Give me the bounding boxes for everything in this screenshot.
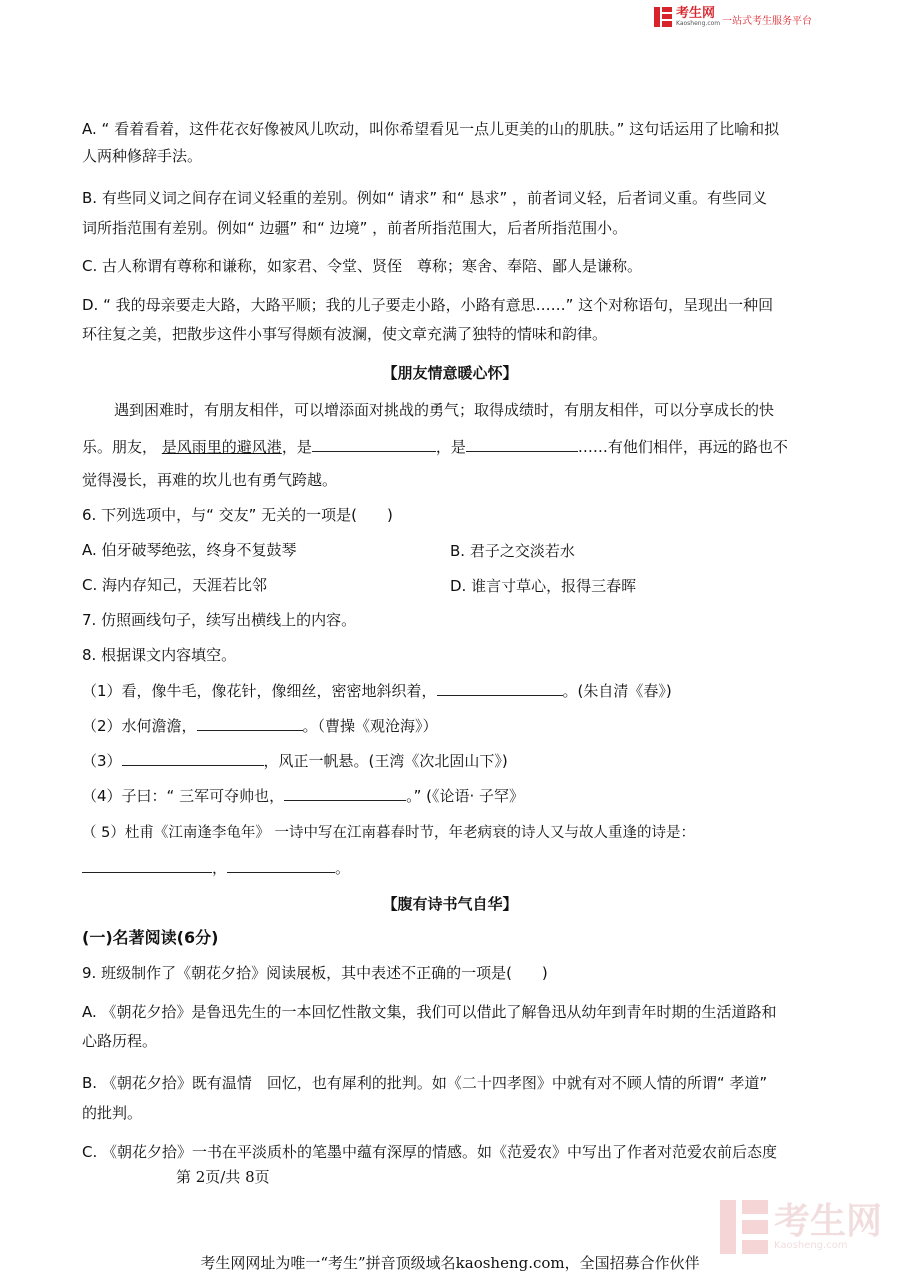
option-c-line1: C. 古人称谓有尊称和谦称，如家君、令堂、贤侄 尊称；寒舍、奉陪、鄙人是谦称。: [82, 257, 643, 275]
item-source: 。（曹操《观沧海》）: [302, 717, 438, 735]
item-source: ，风正一帆悬。(王湾《次北固山下》): [263, 752, 508, 770]
fill-blank[interactable]: [197, 716, 303, 731]
section-title-friendship: 【朋友情意暖心怀】: [382, 364, 518, 382]
option-a-line2: 人两种修辞手法。: [82, 147, 203, 165]
logo-text: 考生网 Kaosheng.com: [676, 6, 721, 27]
slogan: 一站式考生服务平台: [722, 16, 812, 27]
question-7-stem: 7. 仿照画线句子，续写出横线上的内容。: [82, 611, 357, 629]
question-8-item-4: [82, 786, 524, 806]
item-source: 。” (《论语· 子罕》: [406, 787, 525, 805]
option-b-line2: 词所指范围有差别。例如“ 边疆” 和“ 边境” ，前者所指范围大，后者所指范围小。: [82, 219, 628, 237]
logo-mark-icon: [654, 7, 672, 27]
option-a-line1: A. “ 看着看着，这件花衣好像被风儿吹动，叫你希望看见一点儿更美的山的肌肤。” 这句话运用了比喻和拟: [82, 120, 780, 138]
option-b-line1: B. 有些同义词之间存在词义轻重的差别。例如“ 请求” 和“ 恳求” ，前者词义轻，后者词义重。有些同义: [82, 189, 767, 207]
question-8-item-2: [82, 716, 438, 736]
fill-blank[interactable]: [122, 751, 264, 766]
section-title-poetry: 【腹有诗书气自华】: [382, 895, 518, 913]
question-9-option-a-line2: 心路历程。: [82, 1032, 158, 1050]
page-number: 第 2页/共 8页: [176, 1168, 270, 1186]
question-8-item-5: （ 5）杜甫《江南逢李龟年》 一诗中写在江南暮春时节，年老病衰的诗人又与故人重逢的诗是：: [82, 825, 695, 841]
underlined-sentence: 是风雨里的避风港: [161, 438, 282, 456]
subsection-title: (一)名著阅读(6分): [82, 928, 219, 947]
paragraph-line2: [82, 437, 788, 457]
period: 。: [335, 859, 351, 877]
question-6-option-c: C. 海内存知己，天涯若比邻: [82, 576, 268, 594]
fill-blank[interactable]: [466, 437, 578, 452]
separator: ，: [212, 859, 228, 877]
fill-blank[interactable]: [82, 858, 212, 873]
question-9-option-b-line1: B. 《朝花夕拾》既有温情 回忆，也有犀利的批判。如《二十四孝图》中就有对不顾人情的所谓“ 孝道”: [82, 1074, 768, 1092]
item-text: （3）: [82, 752, 122, 770]
question-9-option-a-line1: A. 《朝花夕拾》是鲁迅先生的一本回忆性散文集，我们可以借此了解鲁迅从幼年到青年时期的生活道路和: [82, 1003, 777, 1021]
paragraph-text: 乐。朋友，: [82, 438, 158, 456]
option-d-line1: D. “ 我的母亲要走大路，大路平顺；我的儿子要走小路，小路有意思……” 这个对称语句，呈现出一种回: [82, 296, 774, 314]
question-6-option-b: B. 君子之交淡若水: [450, 542, 575, 560]
question-8-item-1: [82, 681, 672, 701]
question-9-option-c-line1: C. 《朝花夕拾》一书在平淡质朴的笔墨中蕴有深厚的情感。如《范爱农》中写出了作者对范爱农前后态度: [82, 1143, 778, 1161]
item-text: （1）看，像牛毛，像花针，像细丝，密密地斜织着，: [82, 682, 437, 700]
fill-blank[interactable]: [284, 786, 406, 801]
item-text: （4）子曰：“ 三军可夺帅也，: [82, 787, 285, 805]
item-text: （2）水何澹澹，: [82, 717, 197, 735]
watermark-mark-icon: [720, 1200, 768, 1254]
question-8-item-3: [82, 751, 508, 771]
paragraph-text: ……有他们相伴，再远的路也不: [577, 438, 788, 456]
question-8-item-5-blanks: [82, 858, 350, 878]
fill-blank[interactable]: [312, 437, 436, 452]
paragraph-line3: 觉得漫长，再难的坎儿也有勇气跨越。: [82, 471, 338, 489]
item-source: 。(朱自清《春》): [562, 682, 672, 700]
question-9-option-b-line2: 的批判。: [82, 1104, 143, 1122]
fill-blank[interactable]: [437, 681, 563, 696]
paragraph-text: ，是: [435, 438, 466, 456]
watermark-logo: [720, 1200, 882, 1254]
question-9-stem: 9. 班级制作了《朝花夕拾》阅读展板，其中表述不正确的一项是( ): [82, 964, 548, 982]
option-d-line2: 环往复之美，把散步这件小事写得颇有波澜，使文章充满了独特的情味和韵律。: [82, 325, 608, 343]
footer-text: 考生网网址为唯一“考生”拼音顶级域名kaosheng.com，全国招募合作伙伴: [200, 1254, 700, 1272]
site-logo[interactable]: [654, 6, 720, 28]
paragraph-line1: 遇到困难时，有朋友相伴，可以增添面对挑战的勇气；取得成绩时，有朋友相伴，可以分享成长的快: [114, 401, 775, 419]
question-6-option-a: A. 伯牙破琴绝弦，终身不复鼓琴: [82, 541, 297, 559]
logo-subtext: Kaosheng.com: [676, 20, 721, 27]
question-6-option-d: D. 谁言寸草心，报得三春晖: [450, 577, 637, 595]
watermark-text: 考生网 Kaosheng.com: [774, 1200, 883, 1251]
fill-blank[interactable]: [227, 858, 335, 873]
question-8-stem: 8. 根据课文内容填空。: [82, 646, 237, 664]
question-6-stem: 6. 下列选项中，与“ 交友” 无关的一项是( ): [82, 506, 393, 524]
paragraph-text: ，是: [281, 438, 312, 456]
